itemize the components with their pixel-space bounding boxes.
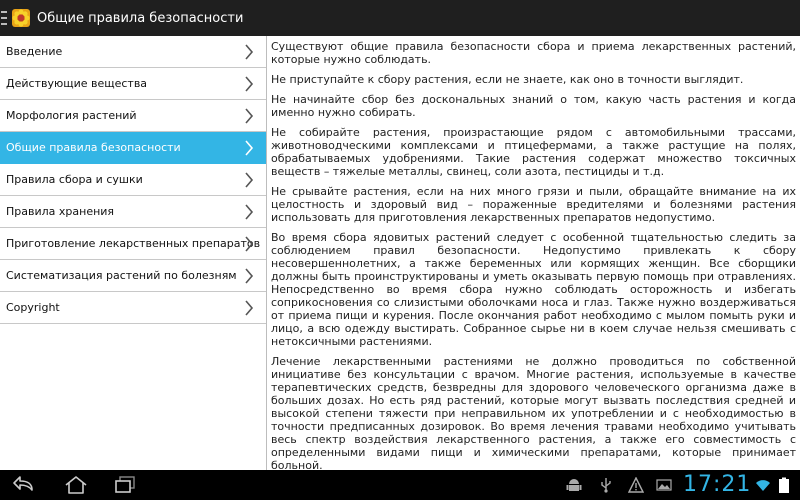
list-item-label: Правила хранения: [6, 205, 115, 218]
list-item-preparations[interactable]: [0, 228, 266, 260]
article-paragraph: Не приступайте к сбору растения, если не знаете, как оно в точности выглядит.: [271, 73, 744, 86]
list-item-label: Copyright: [6, 301, 60, 314]
chevron-right-icon: [244, 76, 254, 92]
article-paragraph: Существуют общие правила безопасности сбора и приема лекарственных растений, которые нужно соблюдать.: [271, 40, 796, 66]
chevron-right-icon: [244, 44, 254, 60]
list-item-copyright[interactable]: [0, 292, 266, 324]
article-paragraph: Не начинайте сбор без доскональных знаний о том, какую часть растения и когда именно нужно собирать.: [271, 93, 796, 119]
list-item-introduction[interactable]: [0, 36, 266, 68]
clock[interactable]: 17:21: [683, 472, 752, 497]
recent-apps-icon[interactable]: [112, 475, 138, 495]
list-item-label: Введение: [6, 45, 63, 58]
article-pane[interactable]: [267, 36, 800, 470]
list-item-collection-drying[interactable]: [0, 164, 266, 196]
back-icon[interactable]: [12, 475, 38, 495]
chevron-right-icon: [244, 172, 254, 188]
chevron-right-icon: [244, 268, 254, 284]
list-item-label: Действующие вещества: [6, 77, 148, 90]
android-debug-icon: [566, 477, 582, 493]
list-item-label: Морфология растений: [6, 109, 137, 122]
chevron-right-icon: [244, 204, 254, 220]
wifi-icon: [755, 477, 771, 493]
battery-icon: [778, 477, 790, 493]
image-icon: [656, 477, 672, 493]
topics-list: [0, 36, 267, 470]
chevron-right-icon: [244, 140, 254, 156]
article-paragraph: Лечение лекарственными растениями не должно проводиться по собственной инициативе без консультации с врачом. Многие растения, используемые в качестве терапевтических средств, безвредны для здорового человеческого организма даже в больших дозах. Но есть ряд растений, которые могут вызвать последствия средней и высокой степени тяжести при неправильном их употреблении и с необходимостью в точности предписанных дозировок. Во время лечения травами необходимо учитывать весь спектр воздействия лекарственного растения, а также его совместимость с определенными видами пищи и химическими препаратами, которые принимает больной.: [271, 355, 796, 470]
page-title: Общие правила безопасности: [37, 10, 244, 26]
list-item-label: Общие правила безопасности: [6, 141, 181, 154]
warning-icon: [628, 477, 644, 493]
list-item-safety-rules[interactable]: [0, 132, 266, 164]
list-item-label: Правила сбора и сушки: [6, 173, 143, 186]
chevron-right-icon: [244, 108, 254, 124]
list-item-storage-rules[interactable]: [0, 196, 266, 228]
article-paragraph: Не срывайте растения, если на них много грязи и пыли, обращайте внимание на их целостность и здоровый вид – пораженные вредителями и болезнями растения использовать для приготовления лекарственных препаратов недопустимо.: [271, 185, 796, 224]
usb-icon: [598, 477, 614, 493]
home-icon[interactable]: [63, 475, 89, 495]
sunflower-app-icon[interactable]: [11, 8, 31, 28]
list-item-active-substances[interactable]: [0, 68, 266, 100]
chevron-right-icon: [244, 300, 254, 316]
article-paragraph: Во время сбора ядовитых растений следует с особенной тщательностью следить за соблюдением правил безопасности. Недопустимо привлекать к сбору несовершеннолетних, а также беременных или кормящих женщин. Все сборщики должны быть проинструктированы и уметь оказывать первую помощь при отравлениях. Непосредственно во время сбора нужно соблюдать осторожность и избегать соприкосновения со слизистыми оболочками носа и глаз. Также нужно воздерживаться от приема пищи и курения. После окончания работ необходимо с мылом помыть руки и лицо, а всю одежду выстирать. Собранное сырье ни в коем случае нельзя смешивать с нетоксичными растениями.: [271, 231, 796, 348]
article-paragraph: Не собирайте растения, произрастающие рядом с автомобильными трассами, животноводческими комплексами и птицефермами, а также растущие на полях, обрабатываемых удобрениями. Такие растения содержат множество токсичных веществ – тяжелые металлы, свинец, соли азота, пестициды и т.д.: [271, 126, 796, 178]
up-indicator-icon[interactable]: [1, 11, 9, 25]
article-body: [267, 36, 800, 470]
list-item-label: Приготовление лекарственных препаратов: [6, 237, 261, 250]
list-item-systematization[interactable]: [0, 260, 266, 292]
list-item-label: Систематизация растений по болезням: [6, 269, 237, 282]
system-bar: [0, 470, 800, 500]
list-item-plant-morphology[interactable]: [0, 100, 266, 132]
chevron-right-icon: [244, 236, 254, 252]
action-bar: [0, 0, 800, 36]
